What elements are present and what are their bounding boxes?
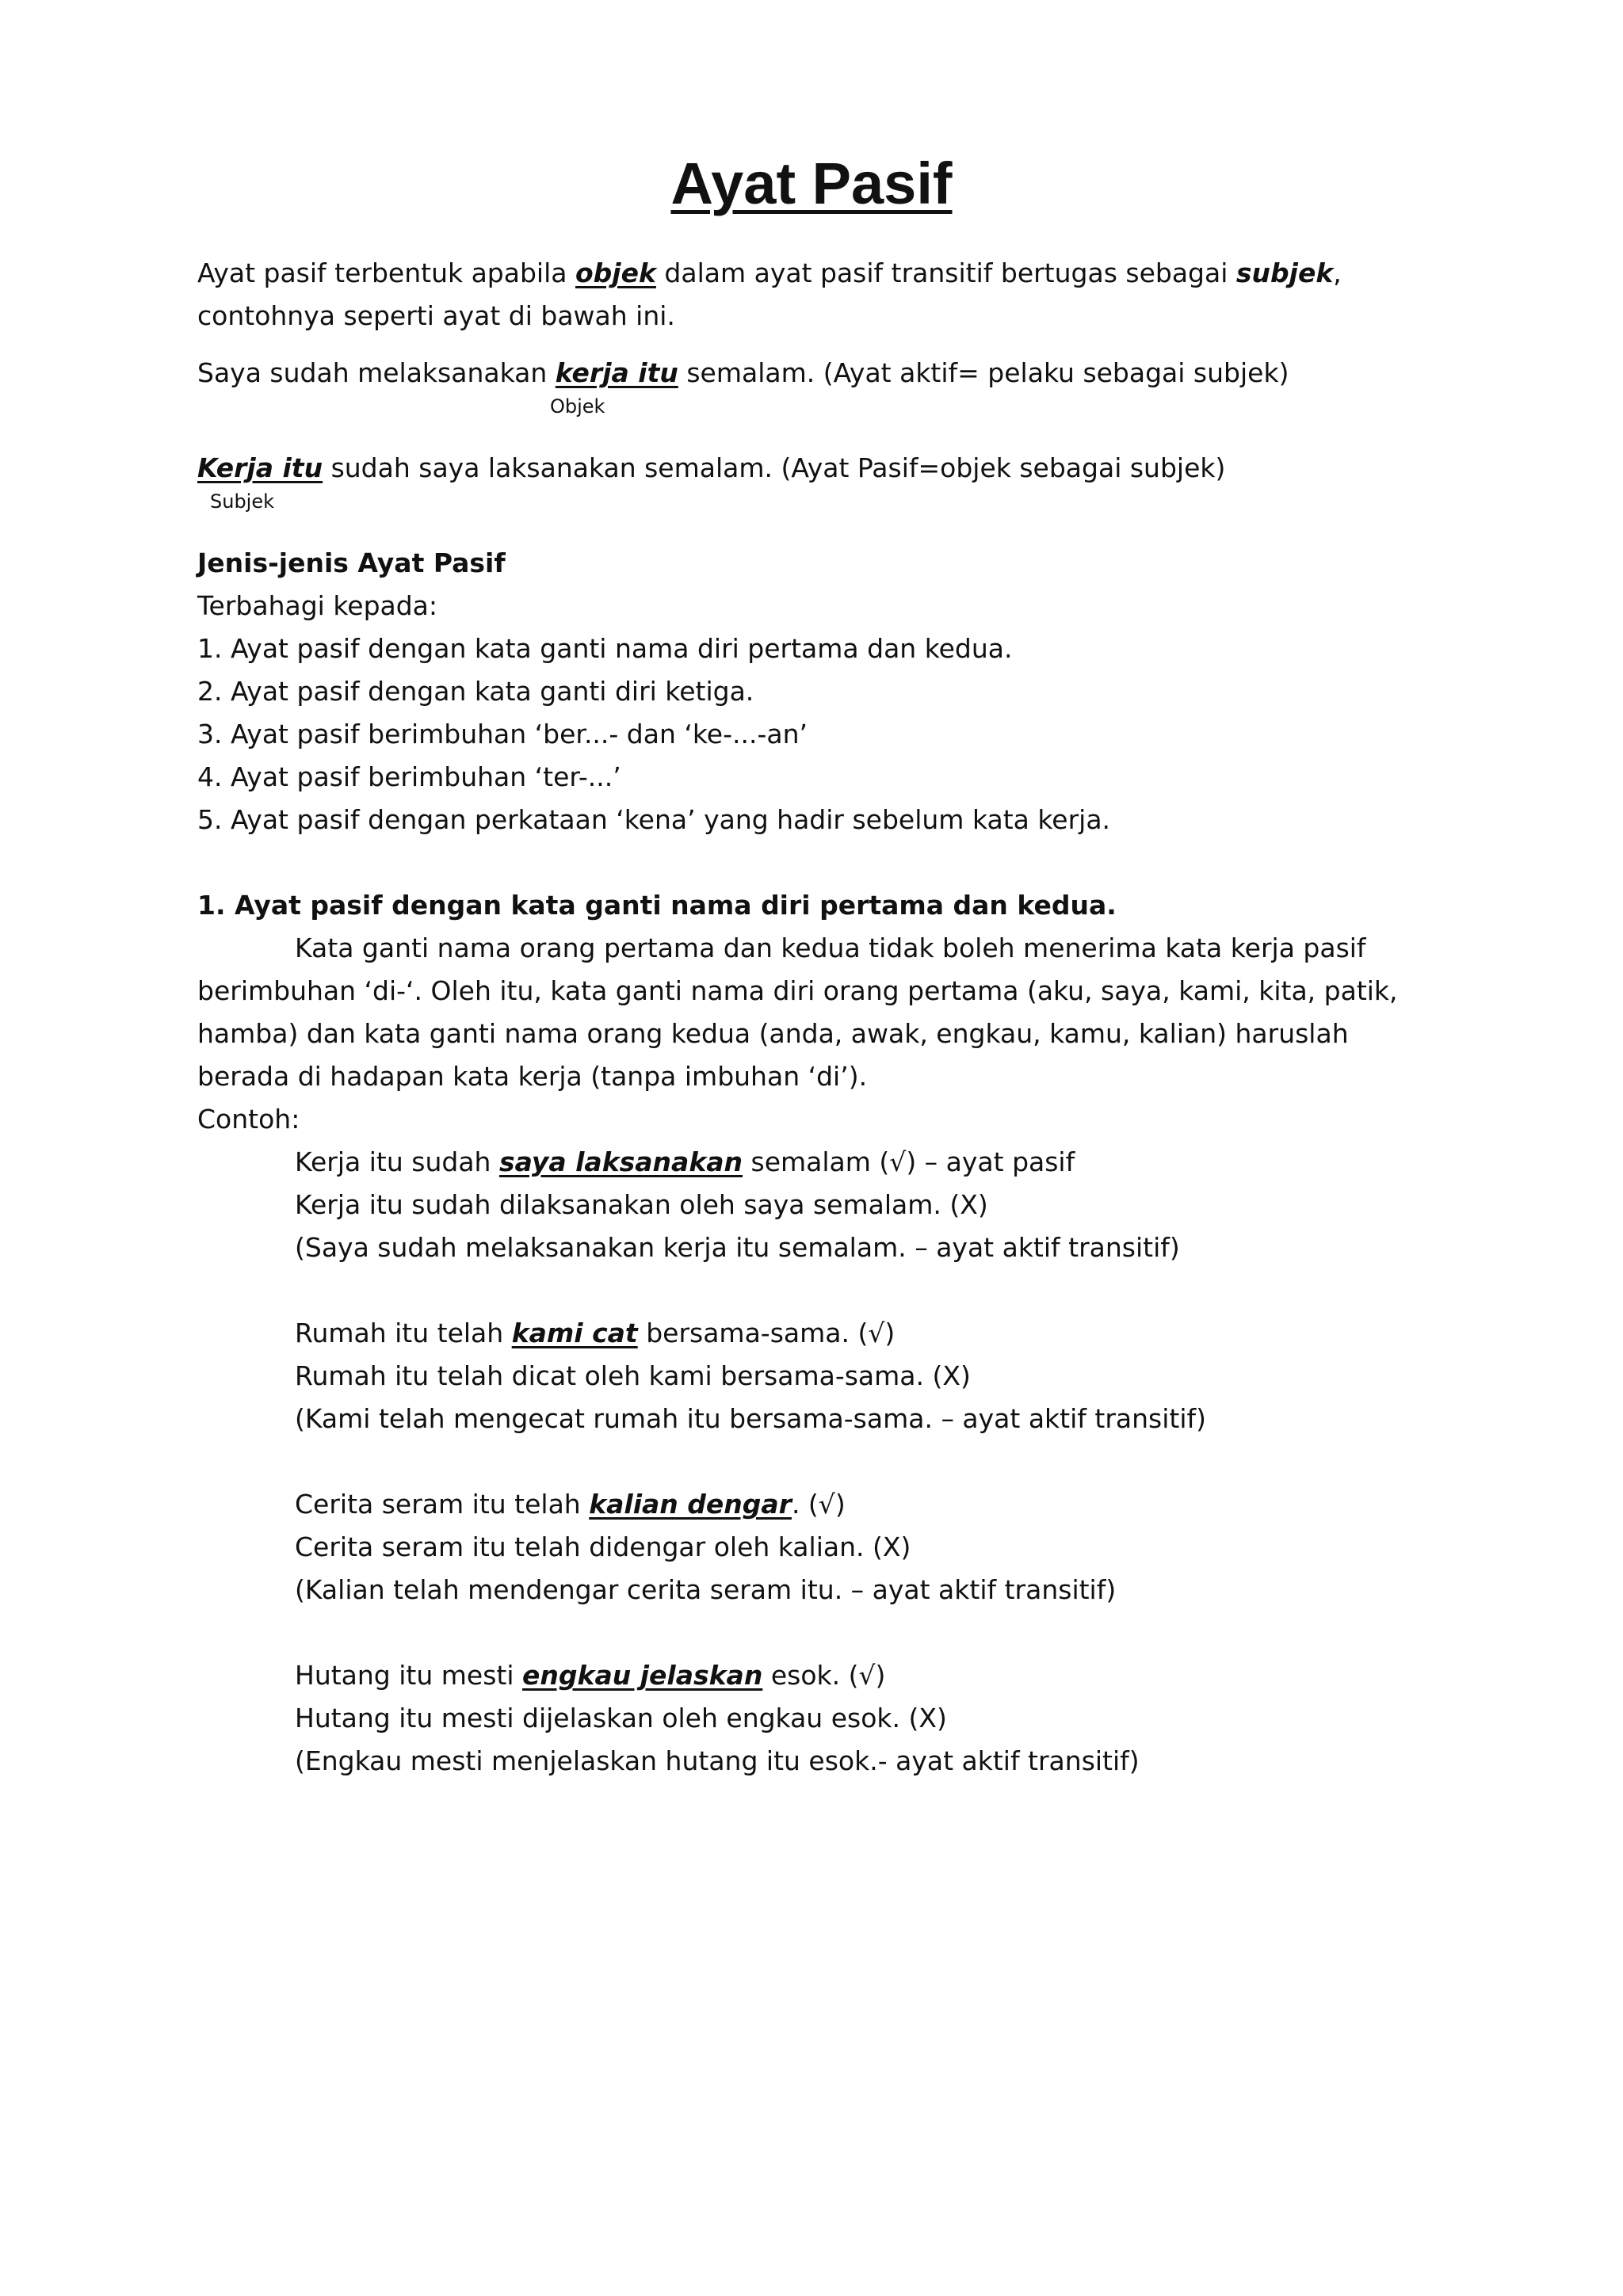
intro-keyword-objek: objek [575, 257, 656, 288]
types-list-item: 1. Ayat pasif dengan kata ganti nama diri pertama dan kedua. [197, 633, 1013, 664]
spacer [197, 338, 1434, 352]
active-example-text-1: Saya sudah melaksanakan [197, 357, 556, 388]
types-subheading: Terbahagi kepada: [197, 590, 438, 621]
example-wrong: Cerita seram itu telah didengar oleh kalian. (X) [295, 1531, 911, 1562]
subject-annotation: Subjek [210, 490, 275, 513]
example-active: (Kalian telah mendengar cerita seram itu. – ayat aktif transitif) [295, 1574, 1117, 1605]
example-text-pre: Cerita seram itu telah [295, 1489, 590, 1520]
passive-example-text: sudah saya laksanakan semalam. (Ayat Pasif=objek sebagai subjek) [323, 452, 1226, 483]
example-text-post: semalam (√) – ayat pasif [743, 1146, 1075, 1177]
spacer [197, 1269, 1434, 1312]
object-annotation: Objek [550, 395, 605, 418]
example-highlight: engkau jelaskan [522, 1660, 763, 1691]
active-example-object: kerja itu [555, 357, 678, 388]
example-text-pre: Hutang itu mesti [295, 1660, 522, 1691]
example-active: (Kami telah mengecat rumah itu bersama-sama. – ayat aktif transitif) [295, 1403, 1206, 1434]
types-list-item: 4. Ayat pasif berimbuhan ‘ter-...’ [197, 761, 621, 792]
example-text-pre: Kerja itu sudah [295, 1146, 499, 1177]
example-group-4 [197, 1654, 1434, 1783]
section-1-heading: 1. Ayat pasif dengan kata ganti nama diri pertama dan kedua. [197, 890, 1117, 921]
example-correct [295, 1141, 1434, 1184]
example-wrong: Rumah itu telah dicat oleh kami bersama-sama. (X) [295, 1360, 971, 1391]
contoh-label: Contoh: [197, 1104, 300, 1135]
example-text-pre: Rumah itu telah [295, 1318, 512, 1348]
example-text-post: . (√) [791, 1489, 846, 1520]
intro-text-2: dalam ayat pasif transitif bertugas sebagai [655, 257, 1236, 288]
intro-text-1: Ayat pasif terbentuk apabila [197, 257, 575, 288]
intro-keyword-subjek: subjek [1235, 257, 1334, 288]
example-highlight: kami cat [511, 1318, 638, 1348]
example-highlight: kalian dengar [589, 1489, 792, 1520]
example-group-1 [197, 1141, 1434, 1269]
types-list-item: 3. Ayat pasif berimbuhan ‘ber...- dan ‘ke-...-an’ [197, 719, 808, 749]
active-example-text-2: semalam. (Ayat aktif= pelaku sebagai subjek) [678, 357, 1289, 388]
example-correct [295, 1312, 1434, 1355]
passive-example-sentence [197, 447, 1434, 490]
example-wrong: Hutang itu mesti dijelaskan oleh engkau esok. (X) [295, 1703, 947, 1733]
spacer [197, 513, 1434, 542]
types-heading: Jenis-jenis Ayat Pasif [197, 547, 506, 578]
example-text-post: esok. (√) [762, 1660, 886, 1691]
passive-example-subject: Kerja itu [197, 452, 323, 483]
section-1-paragraph: Kata ganti nama orang pertama dan kedua tidak boleh menerima kata kerja pasif berimbuhan ‘di-‘. Oleh itu, kata ganti nama diri orang pertama (aku, saya, kami, kita, patik, hamba) dan kata ganti nama orang kedua (anda, awak, engkau, kamu, kalian) haruslah berada di hadapan kata kerja (tanpa imbuhan ‘di’). [197, 933, 1398, 1092]
active-example-sentence [197, 352, 1434, 395]
page-title: Ayat Pasif [670, 151, 953, 216]
example-active: (Saya sudah melaksanakan kerja itu semalam. – ayat aktif transitif) [295, 1232, 1180, 1263]
example-correct [295, 1483, 1434, 1526]
example-highlight: saya laksanakan [498, 1146, 743, 1177]
example-correct [295, 1654, 1434, 1697]
intro-paragraph [197, 252, 1434, 338]
example-group-2 [197, 1312, 1434, 1440]
types-list-item: 5. Ayat pasif dengan perkataan ‘kena’ yang hadir sebelum kata kerja. [197, 804, 1111, 835]
example-active: (Engkau mesti menjelaskan hutang itu esok.- ayat aktif transitif) [295, 1745, 1140, 1776]
types-list-item: 2. Ayat pasif dengan kata ganti diri ketiga. [197, 676, 754, 707]
example-wrong: Kerja itu sudah dilaksanakan oleh saya semalam. (X) [295, 1189, 988, 1220]
example-group-3 [197, 1483, 1434, 1611]
spacer [197, 1440, 1434, 1483]
document-body [197, 252, 1434, 1783]
intro-text-3: , contohnya seperti ayat di bawah ini. [197, 257, 1342, 331]
spacer [197, 841, 1434, 884]
example-text-post: bersama-sama. (√) [637, 1318, 896, 1348]
spacer [197, 418, 1434, 447]
spacer [197, 1611, 1434, 1654]
